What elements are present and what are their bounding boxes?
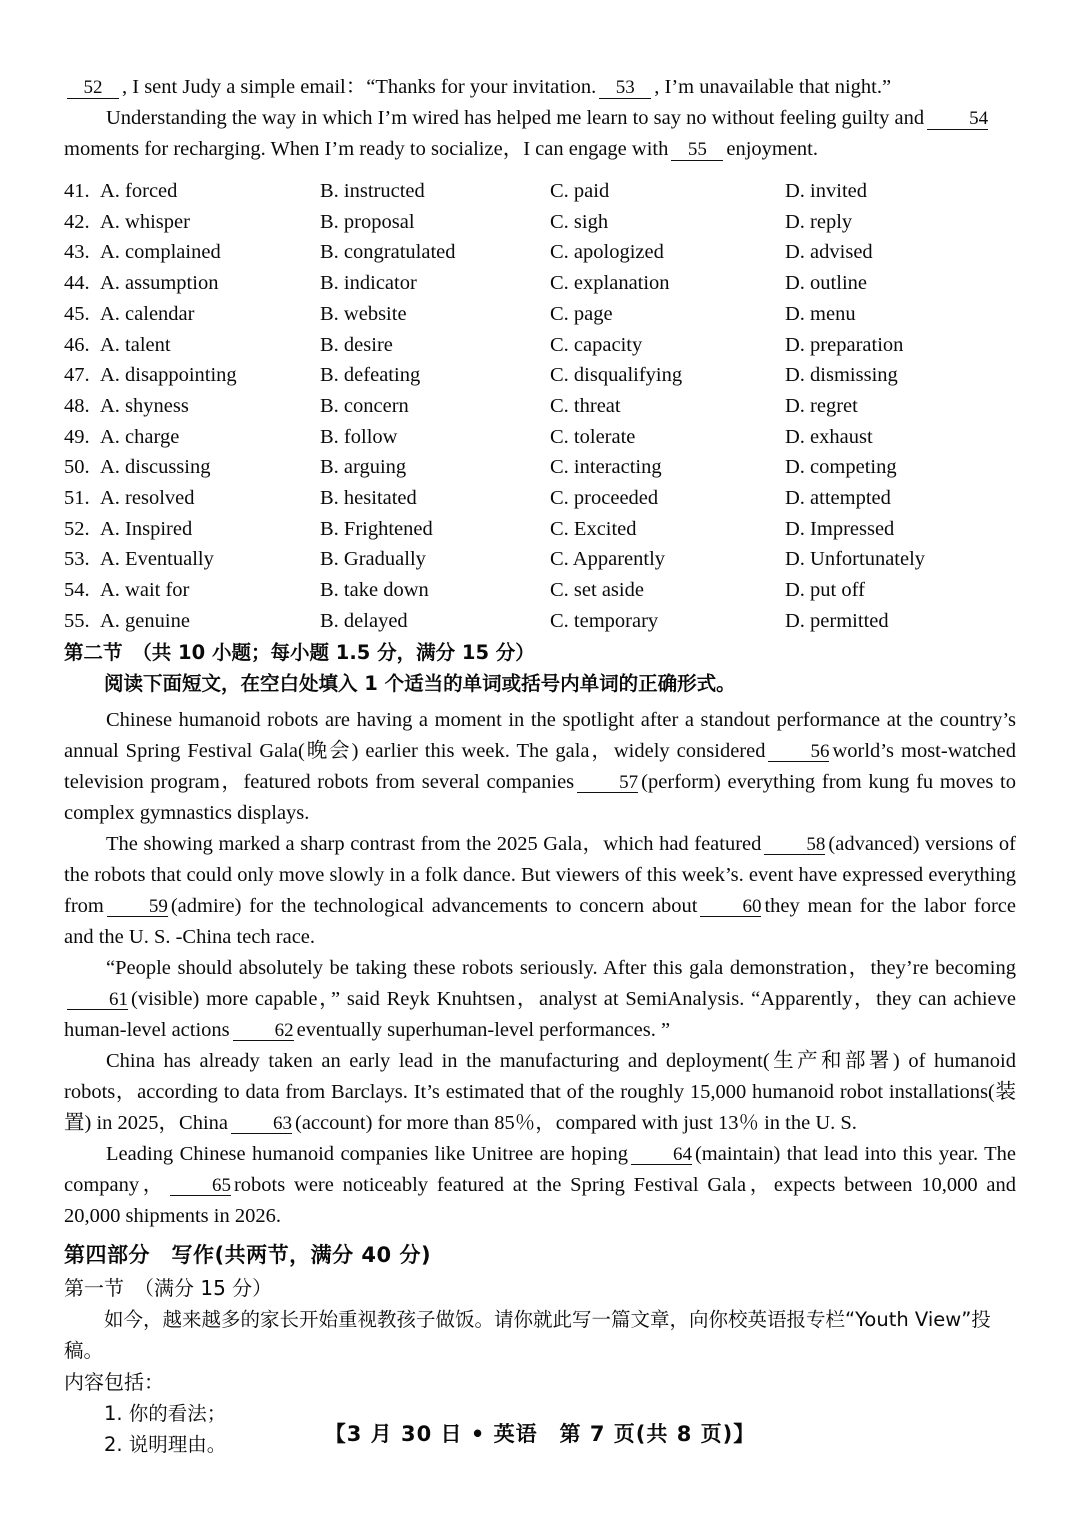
- option-a[interactable]: A. shyness: [100, 394, 189, 417]
- p4-seg-b: (account) for more than 85％，compared with just 13％ in the U. S.: [295, 1111, 857, 1134]
- option-a[interactable]: A. disappointing: [100, 364, 237, 387]
- option-b[interactable]: B. hesitated: [320, 487, 417, 510]
- option-row-52: [64, 514, 1016, 545]
- option-a[interactable]: A. discussing: [100, 456, 211, 479]
- blank-56: 56: [768, 742, 829, 763]
- option-d[interactable]: D. permitted: [785, 609, 889, 632]
- part4-prompt: 如今，越来越多的家长开始重视教孩子做饭。请你就此写一篇文章，向你校英语报专栏“Youth View”投稿。: [64, 1307, 991, 1362]
- option-number: 49.: [64, 425, 90, 448]
- p3-seg-b: (visible) more capable，” said Reyk Knuhtsen，analyst at SemiAnalysis. “Apparently，they can achieve human-level actions: [64, 987, 1016, 1041]
- option-c[interactable]: C. threat: [550, 394, 621, 417]
- option-d[interactable]: D. exhaust: [785, 425, 873, 448]
- option-c[interactable]: C. capacity: [550, 333, 643, 356]
- option-b[interactable]: B. concern: [320, 394, 409, 417]
- p4-seg-a: China has already taken an early lead in the manufacturing and deployment(生产和部署) of humanoid robots，according to data from Barclays. It’s estimated that of the roughly 15,000 humanoid robot installations(装置) in 2025，China: [64, 1049, 1016, 1134]
- option-a[interactable]: A. talent: [100, 333, 171, 356]
- option-number: 42.: [64, 210, 90, 233]
- option-d[interactable]: D. invited: [785, 180, 867, 202]
- option-d[interactable]: D. reply: [785, 210, 853, 233]
- option-number: 47.: [64, 364, 90, 387]
- blank-63: 63: [231, 1114, 292, 1135]
- cloze-tail-seg-2: , I’m unavailable that night.”: [654, 76, 892, 98]
- cloze-tail-line-1: [64, 72, 1016, 103]
- p2-seg-b: (advanced) versions of the robots that could only move slowly in a folk dance. But viewers of this week’s. event have expressed everything from: [64, 832, 1016, 917]
- option-number: 52.: [64, 517, 90, 540]
- option-row-48: [64, 391, 1016, 422]
- option-b[interactable]: B. Gradually: [320, 548, 426, 571]
- option-a[interactable]: A. charge: [100, 425, 180, 448]
- cloze-tail-line-3: [64, 134, 1016, 165]
- p5-seg-c: robots were noticeably featured at the Spring Festival Gala，expects between 10,000 and 20,000 shipments in 2026.: [64, 1173, 1016, 1227]
- p2-seg-a: The showing marked a sharp contrast from the 2025 Gala，which had featured: [106, 832, 762, 855]
- part4-item-1: 1. 你的看法；: [104, 1401, 227, 1425]
- option-row-51: [64, 483, 1016, 514]
- option-row-53: [64, 544, 1016, 575]
- option-number: 43.: [64, 241, 90, 264]
- option-number: 46.: [64, 333, 90, 356]
- option-b[interactable]: B. desire: [320, 333, 393, 356]
- option-c[interactable]: C. paid: [550, 180, 610, 202]
- section2-paragraph-3: [64, 953, 1016, 1046]
- option-row-44: [64, 268, 1016, 299]
- option-b[interactable]: B. follow: [320, 425, 398, 448]
- option-number: 41.: [64, 180, 90, 202]
- option-row-49: [64, 422, 1016, 453]
- option-d[interactable]: D. outline: [785, 272, 867, 295]
- page-content: [64, 72, 1016, 1460]
- blank-55: 55: [671, 140, 723, 161]
- option-b[interactable]: B. Frightened: [320, 517, 433, 540]
- option-b[interactable]: B. website: [320, 302, 407, 325]
- option-b[interactable]: B. instructed: [320, 180, 425, 202]
- blank-54: 54: [927, 109, 988, 130]
- option-d[interactable]: D. Impressed: [785, 517, 895, 540]
- option-d[interactable]: D. attempted: [785, 487, 891, 510]
- p1-seg-c: (perform) everything from kung fu moves to complex gymnastics displays.: [64, 770, 1016, 824]
- p1-seg-a: Chinese humanoid robots are having a moment in the spotlight after a standout performance at the country’s annual Spring Festival Gala(晚会) earlier this week. The gala，widely considered: [64, 708, 1016, 762]
- option-a[interactable]: A. complained: [100, 241, 221, 264]
- page-footer: 【3 月 30 日 • 英语 第 7 页(共 8 页)】: [324, 1422, 756, 1446]
- section2-paragraph-5: [64, 1139, 1016, 1232]
- p2-seg-d: they mean for the labor force and the U. S. -China tech race.: [64, 894, 1017, 948]
- option-number: 45.: [64, 302, 90, 325]
- part4-heading: 第四部分 写作(共两节，满分 40 分): [64, 1242, 432, 1267]
- part4-item-2: 2. 说明理由。: [104, 1432, 227, 1456]
- option-c[interactable]: C. temporary: [550, 609, 659, 632]
- blank-65: 65: [170, 1176, 231, 1197]
- option-a[interactable]: A. whisper: [100, 210, 190, 233]
- option-d[interactable]: D. advised: [785, 241, 873, 264]
- option-row-54: [64, 575, 1016, 606]
- option-d[interactable]: D. menu: [785, 302, 856, 325]
- section2-paragraph-4: [64, 1046, 1016, 1139]
- blank-53: 53: [599, 78, 651, 99]
- cloze-tail-para2-end: enjoyment.: [726, 138, 819, 160]
- option-row-43: [64, 237, 1016, 268]
- blank-61: 61: [67, 990, 128, 1011]
- option-a[interactable]: A. assumption: [100, 272, 219, 295]
- option-a[interactable]: A. Eventually: [100, 548, 214, 571]
- option-b[interactable]: B. congratulated: [320, 241, 456, 264]
- option-b[interactable]: B. take down: [320, 579, 429, 602]
- option-c[interactable]: C. interacting: [550, 456, 662, 479]
- blank-60: 60: [700, 897, 761, 918]
- part4-sub-heading: 第一节 （满分 15 分）: [64, 1275, 273, 1300]
- option-number: 51.: [64, 487, 90, 510]
- blank-59: 59: [107, 897, 168, 918]
- option-d[interactable]: D. Unfortunately: [785, 548, 926, 571]
- blank-52: 52: [67, 78, 119, 99]
- section2-paragraph-2: [64, 829, 1016, 953]
- option-c[interactable]: C. set aside: [550, 579, 644, 602]
- option-d[interactable]: D. dismissing: [785, 364, 898, 387]
- option-number: 54.: [64, 579, 90, 602]
- blank-64: 64: [631, 1145, 692, 1166]
- option-b[interactable]: B. defeating: [320, 364, 421, 387]
- option-a[interactable]: A. wait for: [100, 579, 190, 602]
- option-row-41: [64, 176, 1016, 207]
- option-c[interactable]: C. Apparently: [550, 548, 666, 571]
- option-c[interactable]: C. disqualifying: [550, 364, 683, 387]
- option-number: 50.: [64, 456, 90, 479]
- cloze-tail-para2-pre: Understanding the way in which I’m wired has helped me learn to say no without feeling guilty and: [106, 107, 925, 129]
- cloze-tail-line-2: [64, 103, 1016, 134]
- option-c[interactable]: C. sigh: [550, 210, 609, 233]
- option-c[interactable]: C. proceeded: [550, 487, 659, 510]
- option-c[interactable]: C. page: [550, 302, 613, 325]
- option-row-46: [64, 330, 1016, 361]
- option-number: 53.: [64, 548, 90, 571]
- option-c[interactable]: C. explanation: [550, 272, 670, 295]
- option-b[interactable]: B. arguing: [320, 456, 407, 479]
- p2-seg-c: (admire) for the technological advancements to concern about: [170, 894, 698, 917]
- option-number: 55.: [64, 609, 90, 632]
- option-c[interactable]: C. tolerate: [550, 425, 636, 448]
- option-a[interactable]: A. calendar: [100, 302, 195, 325]
- blank-62: 62: [233, 1021, 294, 1042]
- option-row-42: [64, 207, 1016, 238]
- option-b[interactable]: B. proposal: [320, 210, 415, 233]
- p5-seg-a: Leading Chinese humanoid companies like Unitree are hoping: [106, 1142, 628, 1165]
- option-row-45: [64, 299, 1016, 330]
- section2-instruction: 阅读下面短文，在空白处填入 1 个适当的单词或括号内单词的正确形式。: [104, 671, 736, 695]
- option-d[interactable]: D. regret: [785, 394, 858, 417]
- option-row-50: [64, 452, 1016, 483]
- cloze-tail-seg-1: , I sent Judy a simple email：“Thanks for your invitation.: [122, 76, 597, 98]
- p5-seg-b: (maintain) that lead into this year. The company，: [64, 1142, 1017, 1196]
- option-row-55: [64, 606, 1016, 637]
- option-a[interactable]: A. forced: [100, 180, 178, 202]
- option-d[interactable]: D. preparation: [785, 333, 904, 356]
- option-c[interactable]: C. Excited: [550, 517, 637, 540]
- cloze-options-grid: [64, 176, 1016, 637]
- option-d[interactable]: D. put off: [785, 579, 865, 602]
- p3-seg-c: eventually superhuman-level performances. ”: [296, 1018, 671, 1041]
- option-a[interactable]: A. genuine: [100, 609, 190, 632]
- blank-58: 58: [764, 835, 825, 856]
- option-b[interactable]: B. indicator: [320, 272, 417, 295]
- option-row-47: [64, 360, 1016, 391]
- option-number: 44.: [64, 272, 90, 295]
- option-c[interactable]: C. apologized: [550, 241, 664, 264]
- blank-57: 57: [577, 773, 638, 794]
- p3-seg-a: “People should absolutely be taking these robots seriously. After this gala demonstration，they’re becoming: [106, 956, 1016, 979]
- cloze-tail-para2-mid: moments for recharging. When I’m ready to socialize，I can engage with: [64, 138, 669, 160]
- option-a[interactable]: A. Inspired: [100, 517, 193, 540]
- option-number: 48.: [64, 394, 90, 417]
- option-d[interactable]: D. competing: [785, 456, 897, 479]
- option-a[interactable]: A. resolved: [100, 487, 195, 510]
- option-b[interactable]: B. delayed: [320, 609, 408, 632]
- p1-seg-b: world’s most-watched television program，featured robots from several companies: [64, 739, 1016, 793]
- part4-include-label: 内容包括：: [64, 1369, 164, 1394]
- section2-paragraph-1: [64, 705, 1016, 829]
- section2-heading: 第二节 （共 10 小题；每小题 1.5 分，满分 15 分）: [64, 640, 535, 664]
